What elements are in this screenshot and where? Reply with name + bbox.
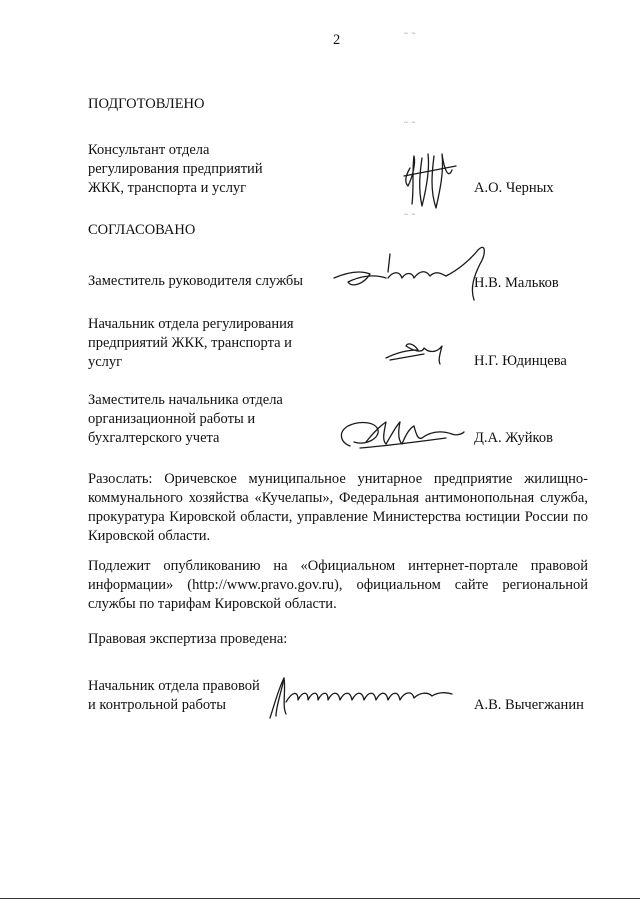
distribution-paragraph: Разослать: Оричевское муниципальное унитарное предприятие жилищно-коммунального хозяйства «Кучелапы», Федеральная антимонопольная служба, прокуратура Кировской области, управление Министерства юстиции России по Кировской области. bbox=[88, 471, 588, 544]
signer-name: А.В. Вычегжанин bbox=[474, 697, 584, 713]
signer-name: Н.В. Мальков bbox=[474, 275, 559, 291]
signature-yudintseva bbox=[384, 336, 450, 366]
prepared-position bbox=[88, 141, 263, 198]
agreed-position bbox=[88, 391, 283, 448]
agreed-position bbox=[88, 315, 294, 372]
position-line: бухгалтерского учета bbox=[88, 430, 220, 446]
position-line: предприятий ЖКК, транспорта и bbox=[88, 335, 292, 351]
publication-paragraph: Подлежит опубликованию на «Официальном интернет-портале правовой информации» (http://www.pravo.gov.ru), официальном сайте региональной службы по тарифам Кировской области. bbox=[88, 558, 588, 612]
position-line: Начальник отдела регулирования bbox=[88, 316, 294, 332]
signature-malkov bbox=[330, 244, 490, 302]
position-line: регулирования предприятий bbox=[88, 161, 263, 177]
position-line: Заместитель руководителя службы bbox=[88, 273, 304, 289]
legal-review-position bbox=[88, 677, 260, 715]
position-line: услуг bbox=[88, 354, 123, 370]
prepared-heading: ПОДГОТОВЛЕНО bbox=[88, 96, 205, 112]
signer-name: Д.А. Жуйков bbox=[474, 430, 553, 446]
page-number: 2 bbox=[333, 32, 341, 48]
position-line: Начальник отдела правовой bbox=[88, 678, 260, 694]
scan-speck: ~ ~ bbox=[404, 211, 417, 219]
position-line: и контрольной работы bbox=[88, 697, 226, 713]
signer-name: Н.Г. Юдинцева bbox=[474, 353, 567, 369]
signature-zhuykov bbox=[336, 412, 466, 452]
bottom-rule bbox=[0, 898, 640, 899]
position-line: Заместитель начальника отдела bbox=[88, 392, 283, 408]
position-line: ЖКК, транспорта и услуг bbox=[88, 180, 247, 196]
position-line: организационной работы и bbox=[88, 411, 256, 427]
legal-review-heading: Правовая экспертиза проведена: bbox=[88, 631, 288, 647]
signature-chernykh bbox=[400, 150, 460, 212]
scan-speck: ~ ~ bbox=[404, 119, 417, 127]
signer-name: А.О. Черных bbox=[474, 180, 554, 196]
signature-vychegzhanin bbox=[262, 672, 462, 722]
agreed-heading: СОГЛАСОВАНО bbox=[88, 222, 196, 238]
scan-speck: ~ ~ bbox=[404, 30, 417, 38]
position-line: Консультант отдела bbox=[88, 142, 210, 158]
